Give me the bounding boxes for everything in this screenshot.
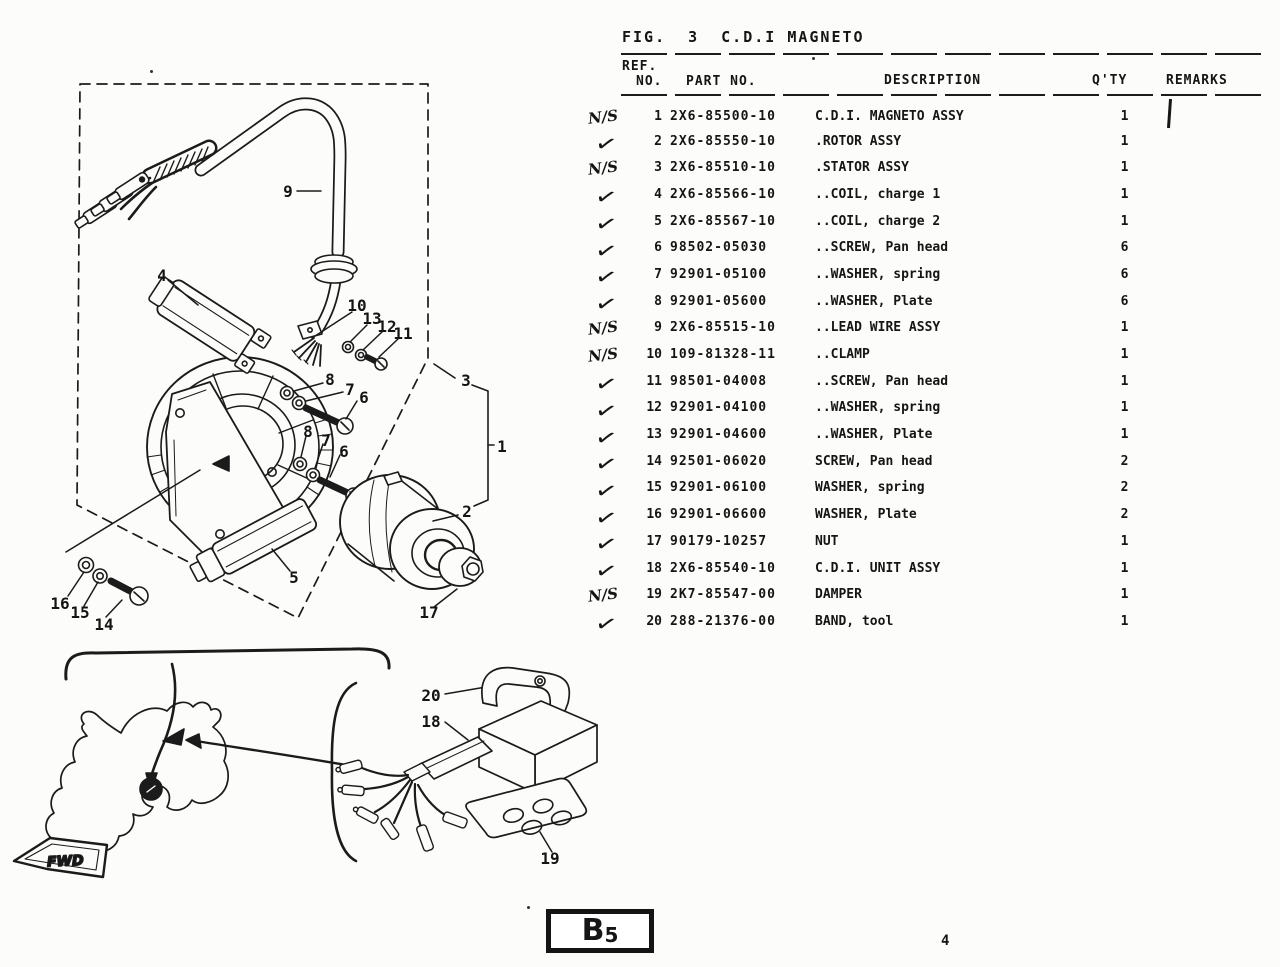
row-mark: ✓	[592, 503, 620, 533]
row-part-no: 92901-06100	[670, 480, 768, 496]
row-description: .STATOR ASSY	[815, 160, 909, 176]
row-mark: ✓	[592, 556, 620, 586]
row-qty: 1	[1120, 613, 1129, 629]
row-description: BAND, tool	[815, 613, 894, 629]
row-qty: 2	[1120, 480, 1129, 496]
header-qty: Q'TY	[1092, 73, 1128, 88]
label-10: 10	[347, 296, 367, 315]
row-part-no: 109-81328-11	[670, 347, 776, 363]
figure-title	[622, 28, 865, 46]
row-ref-no: 18	[646, 560, 662, 576]
row-part-no: 2X6-85567-10	[670, 213, 776, 229]
header-ref-line2: NO.	[636, 74, 663, 89]
label-7b: 7	[321, 431, 331, 450]
table-row	[592, 475, 1274, 506]
row-qty: 1	[1120, 109, 1129, 124]
label-19: 19	[540, 849, 560, 868]
row-part-no: 2X6-85500-10	[670, 109, 776, 124]
row-remarks	[1162, 101, 1274, 132]
row-ref-no: 13	[646, 427, 662, 443]
row-part-no: 2K7-85547-00	[670, 587, 776, 603]
row-description: DAMPER	[815, 587, 862, 603]
row-mark: ✓	[592, 262, 620, 293]
row-mark: ✓	[592, 449, 620, 479]
fwd-label: FWD	[46, 852, 85, 871]
row-ref-no: 1	[654, 109, 662, 124]
row-description: ..WASHER, Plate	[815, 293, 933, 309]
row-mark: N/S	[587, 343, 620, 366]
row-description: ..WASHER, spring	[815, 266, 941, 282]
row-mark: ✓	[592, 236, 620, 266]
row-qty: 2	[1120, 453, 1129, 469]
table-row	[592, 208, 1274, 239]
row-ref-no: 8	[654, 293, 662, 309]
label-18: 18	[421, 712, 441, 731]
cdi-unit-group	[335, 668, 597, 852]
header-part-no: PART NO.	[686, 74, 757, 89]
label-14: 14	[94, 615, 114, 634]
scan-speck	[527, 906, 530, 909]
label-20: 20	[421, 686, 441, 705]
row-qty: 6	[1120, 240, 1129, 256]
row-qty: 6	[1120, 266, 1129, 282]
row-qty: 1	[1120, 587, 1129, 603]
page-number: 4	[941, 933, 950, 949]
table-row	[592, 234, 1274, 266]
over-brace	[66, 649, 389, 679]
harness-connectors	[73, 171, 150, 230]
row-ref-no: 11	[646, 373, 662, 389]
row-ref-no: 10	[646, 347, 662, 363]
table-row	[587, 315, 1274, 342]
table-row	[587, 341, 1274, 368]
label-3: 3	[461, 371, 471, 390]
figure-name: C.D.I MAGNETO	[721, 28, 865, 46]
row-qty: 1	[1120, 427, 1129, 443]
pointer-arrow	[151, 664, 175, 777]
table-row	[592, 501, 1274, 533]
table-row	[587, 101, 1274, 128]
row-ref-no: 3	[654, 160, 662, 176]
label-12: 12	[377, 317, 397, 336]
row-description: NUT	[815, 533, 839, 549]
installation-view	[14, 649, 389, 877]
label-15: 15	[70, 603, 90, 622]
row-description: ..SCREW, Pan head	[815, 240, 949, 256]
row-description: WASHER, spring	[815, 480, 925, 496]
label-13: 13	[362, 309, 382, 328]
row-part-no: 92901-04100	[670, 400, 768, 416]
row-mark: ✓	[592, 476, 620, 506]
row-ref-no: 14	[646, 453, 662, 469]
row-part-no: 2X6-85515-10	[670, 320, 776, 336]
row-part-no: 92901-05100	[670, 266, 768, 282]
row-mark: N/S	[587, 156, 620, 179]
label-2: 2	[462, 502, 472, 521]
row-mark: ✓	[592, 396, 620, 426]
table-row	[592, 368, 1274, 399]
row-part-no: 288-21376-00	[670, 613, 776, 629]
table-row	[592, 448, 1274, 479]
row-part-no: 2X6-85510-10	[670, 160, 776, 176]
section-code-digit: 5	[604, 923, 619, 947]
row-ref-no: 5	[654, 213, 662, 229]
row-mark: N/S	[587, 583, 620, 606]
row-ref-no: 19	[646, 587, 662, 603]
row-qty: 1	[1120, 213, 1129, 229]
scan-speck	[812, 57, 815, 60]
table-row	[592, 395, 1274, 426]
row-qty: 1	[1120, 320, 1129, 336]
row-mark: ✓	[592, 529, 620, 560]
pen-mark	[1167, 99, 1172, 128]
row-mark: ✓	[592, 289, 620, 319]
row-mark: ✓	[592, 129, 620, 159]
wire-clamp	[292, 321, 322, 366]
figure-number: 3	[688, 28, 700, 46]
row-ref-no: 7	[654, 266, 662, 282]
row-description: C.D.I. UNIT ASSY	[815, 560, 941, 576]
scan-speck	[150, 70, 153, 73]
row-mark: ✓	[592, 209, 620, 239]
cdi-pointer-line	[196, 741, 352, 766]
row-part-no: 98502-05030	[670, 240, 768, 256]
row-mark: N/S	[587, 317, 620, 339]
row-description: ..WASHER, spring	[815, 400, 941, 416]
table-row	[587, 581, 1274, 608]
label-1: 1	[497, 437, 507, 456]
table-row	[592, 528, 1274, 560]
figure-label: FIG.	[622, 28, 667, 46]
row-ref-no: 12	[646, 400, 662, 416]
parts-table-body	[587, 101, 1274, 640]
row-ref-no: 6	[654, 240, 662, 256]
section-code-letter: B	[581, 913, 605, 948]
row-part-no: 92901-05600	[670, 293, 768, 309]
row-qty: 1	[1120, 373, 1129, 389]
row-description: ..LEAD WIRE ASSY	[815, 320, 941, 336]
row-part-no: 98501-04008	[670, 373, 768, 389]
row-ref-no: 4	[654, 186, 662, 202]
row-ref-no: 17	[646, 533, 662, 549]
row-qty: 1	[1120, 160, 1129, 176]
row-part-no: 2X6-85550-10	[670, 133, 776, 149]
row-qty: 1	[1120, 133, 1129, 149]
label-8b: 8	[303, 422, 313, 441]
label-7a: 7	[345, 380, 355, 399]
row-mark: ✓	[592, 609, 620, 640]
row-description: ..COIL, charge 1	[815, 186, 941, 202]
row-mark: ✓	[592, 423, 620, 453]
label-4: 4	[157, 266, 167, 285]
row-qty: 1	[1120, 186, 1129, 202]
row-ref-no: 2	[654, 133, 662, 149]
row-ref-no: 15	[646, 480, 662, 496]
row-part-no: 90179-10257	[670, 533, 768, 549]
row-qty: 1	[1120, 400, 1129, 416]
header-ref-line1: REF.	[622, 59, 658, 74]
row-qty: 1	[1120, 347, 1129, 363]
header-remarks: REMARKS	[1166, 73, 1228, 88]
header-description: DESCRIPTION	[884, 73, 982, 88]
row-part-no: 2X6-85540-10	[670, 560, 776, 576]
row-qty: 6	[1120, 293, 1129, 309]
row-description: ..WASHER, Plate	[815, 427, 933, 443]
row-description: WASHER, Plate	[815, 507, 917, 523]
row-ref-no: 20	[646, 613, 662, 629]
label-6a: 6	[359, 388, 369, 407]
label-16: 16	[50, 594, 70, 613]
label-11: 11	[393, 324, 413, 343]
row-part-no: 92901-06600	[670, 507, 768, 523]
row-description: ..COIL, charge 2	[815, 213, 941, 229]
fwd-arrow	[14, 838, 107, 877]
row-part-no: 92901-04600	[670, 427, 768, 443]
table-row	[592, 421, 1274, 453]
row-description: ..SCREW, Pan head	[815, 373, 949, 389]
flange-nut	[439, 548, 483, 586]
row-description: .ROTOR ASSY	[815, 133, 902, 149]
row-part-no: 2X6-85566-10	[670, 186, 776, 202]
table-row	[587, 154, 1274, 181]
label-17: 17	[419, 603, 439, 622]
row-ref-no: 9	[654, 320, 662, 336]
table-row	[592, 288, 1274, 319]
row-qty: 2	[1120, 507, 1129, 523]
row-mark: N/S	[587, 105, 620, 128]
row-mark: ✓	[592, 369, 620, 399]
row-qty: 1	[1120, 560, 1129, 576]
row-description: SCREW, Pan head	[815, 453, 933, 469]
title-rule	[621, 53, 1266, 55]
label-6b: 6	[339, 442, 349, 461]
row-mark: ✓	[592, 182, 620, 213]
row-part-no: 92501-06020	[670, 453, 768, 469]
label-9: 9	[283, 182, 293, 201]
row-description: ..CLAMP	[815, 347, 870, 363]
grommet	[311, 255, 357, 283]
engine-silhouette	[46, 702, 228, 858]
row-description: C.D.I. MAGNETO ASSY	[815, 109, 964, 124]
table-row	[592, 555, 1274, 586]
table-row	[592, 261, 1274, 293]
row-ref-no: 16	[646, 507, 662, 523]
table-row	[592, 608, 1274, 640]
label-5: 5	[289, 568, 299, 587]
exploded-diagram	[0, 0, 620, 967]
section-code-box	[546, 909, 654, 953]
header-rule	[621, 94, 1266, 96]
table-row	[592, 181, 1274, 213]
label-8a: 8	[325, 370, 335, 389]
row-qty: 1	[1120, 533, 1129, 549]
